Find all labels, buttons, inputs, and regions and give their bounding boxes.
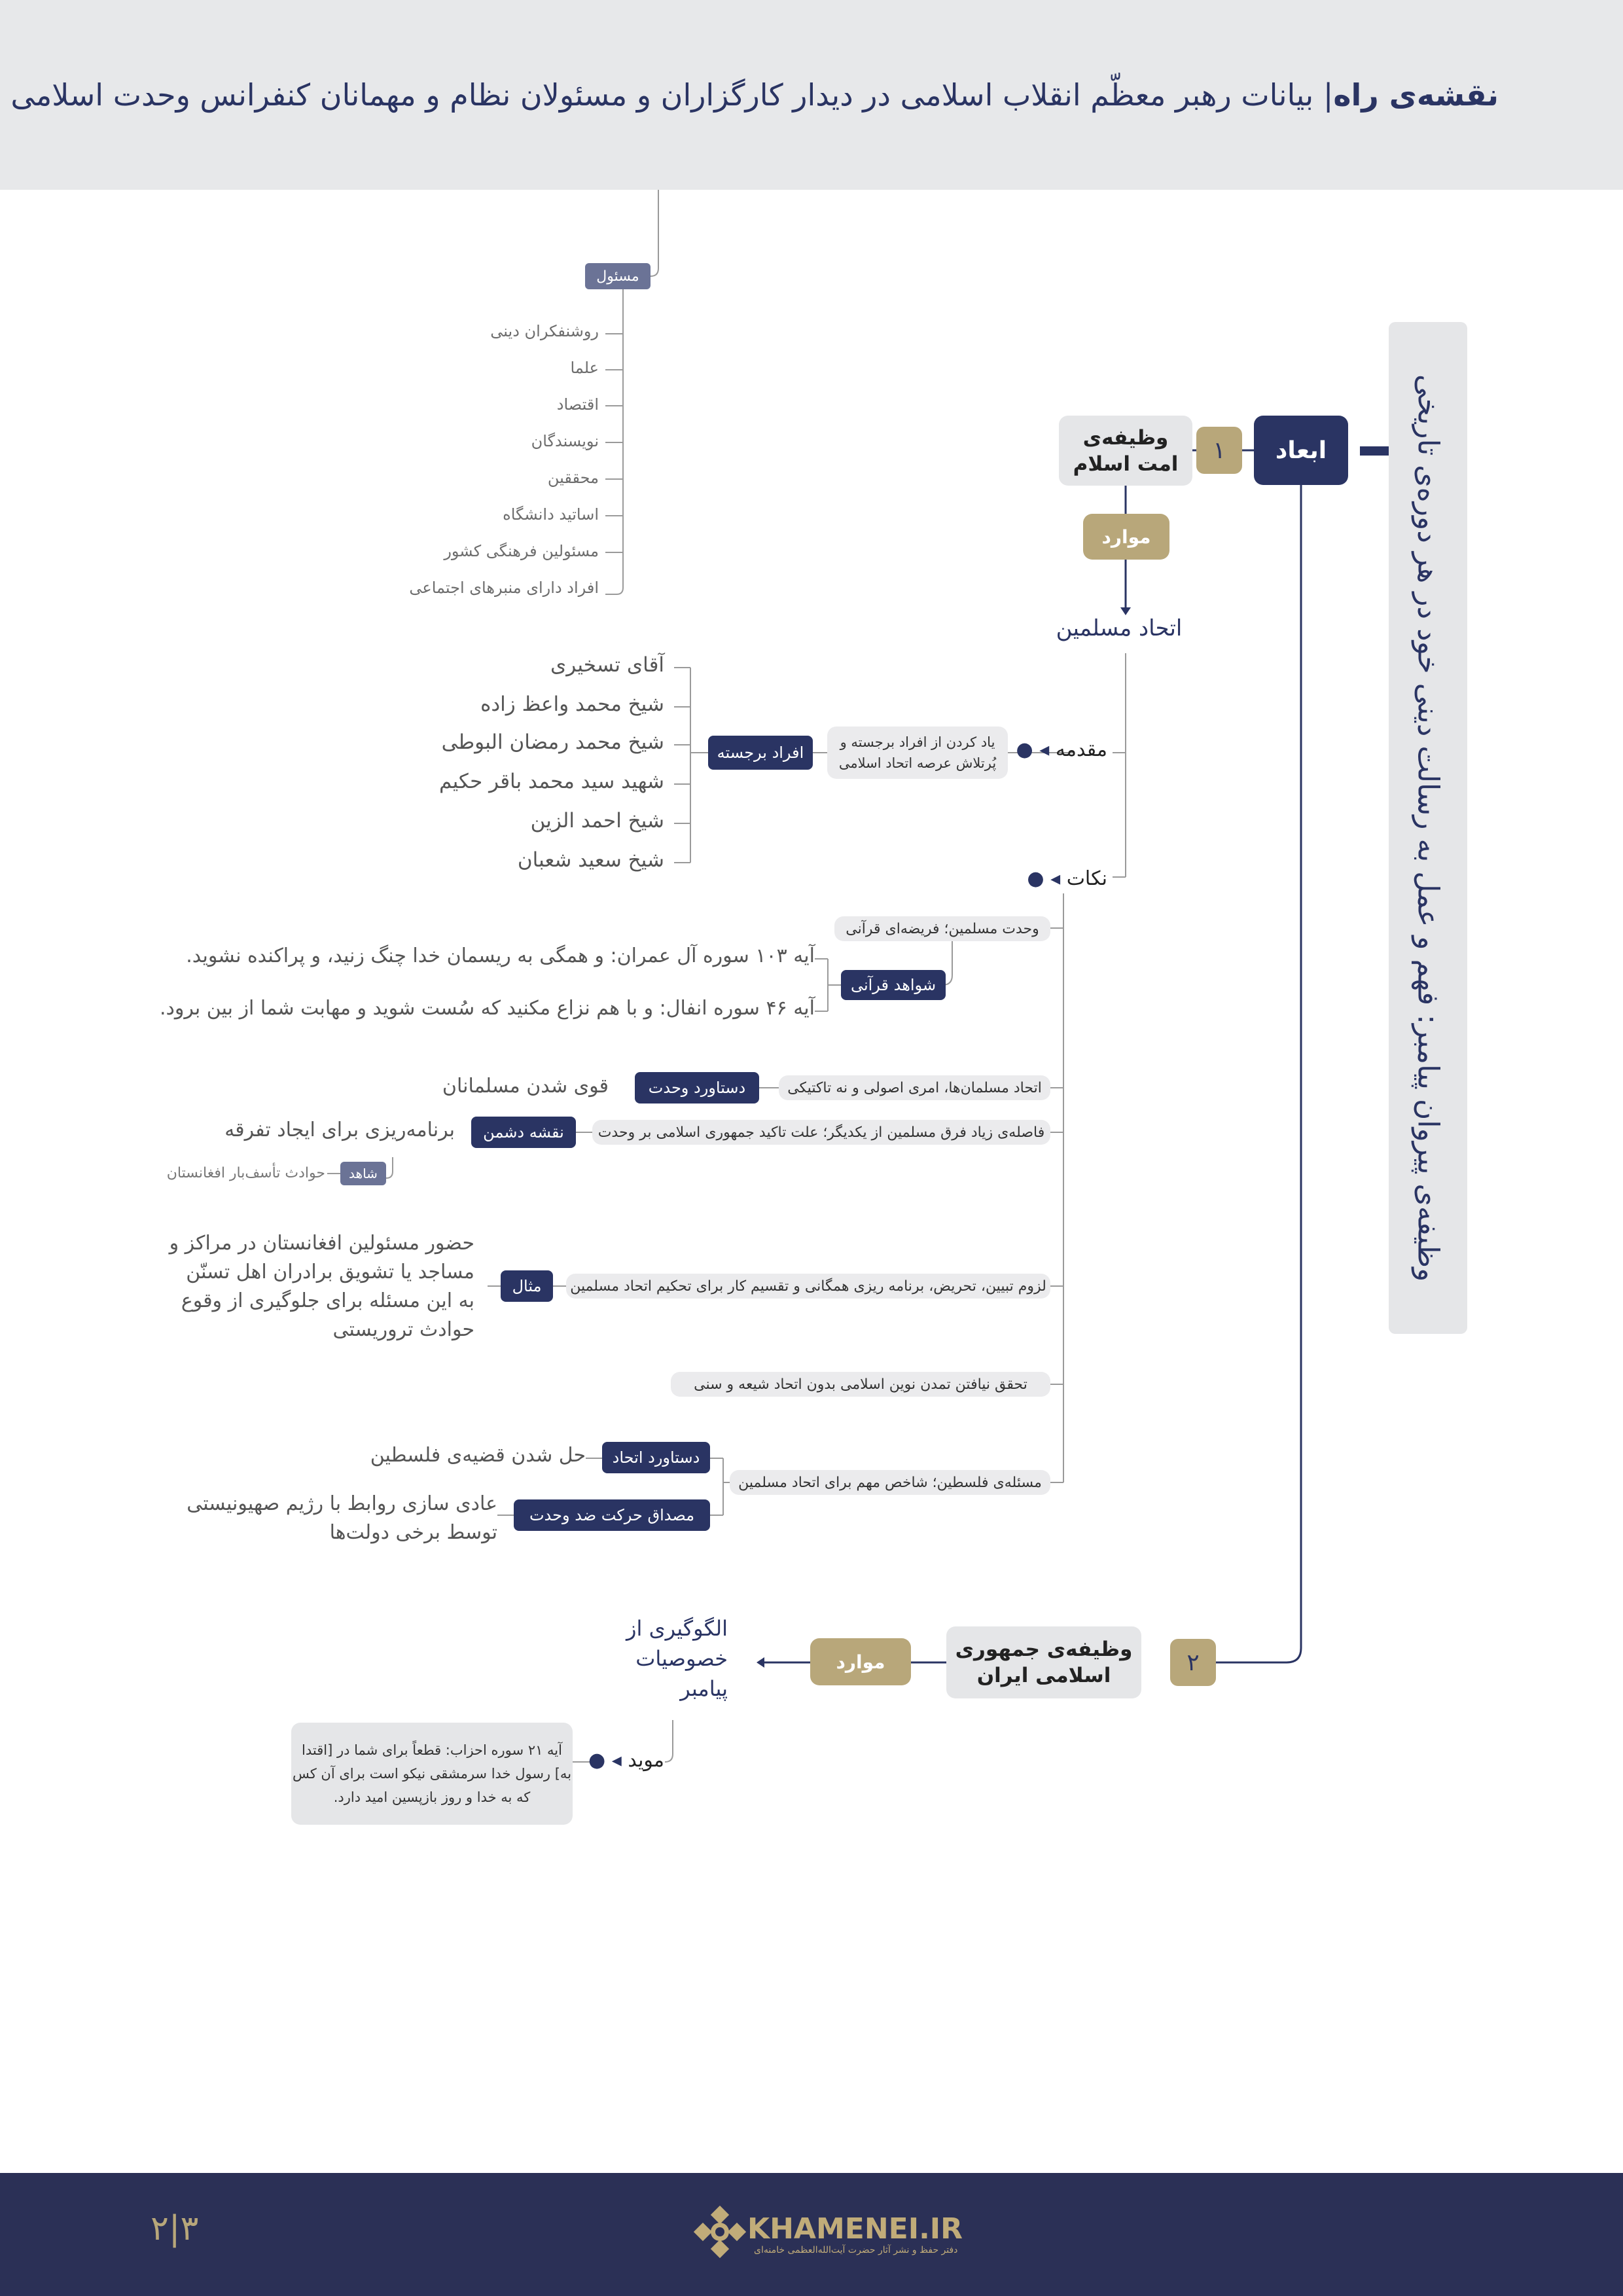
person-name: شیخ محمد واعظ زاده	[480, 692, 664, 716]
point-quran-pill: وحدت مسلمین؛ فریضه‌ای قرآنی	[834, 916, 1050, 941]
support-label: موید ◂ ●	[588, 1749, 664, 1772]
point-gap-pill: فاصله‌ی زیاد فرق مسلمین از یکدیگر؛ علت تاکید جمهوری اسلامی بر وحدت	[592, 1120, 1050, 1145]
responsible-tag: مسئول	[585, 263, 651, 289]
duty2-number: ۲	[1170, 1639, 1216, 1686]
person-name: شیخ سعید شعبان	[517, 848, 664, 872]
side-connector	[1360, 446, 1389, 456]
root-node: ابعاد	[1254, 416, 1348, 485]
brand-title: نقشه‌ی راه	[1333, 77, 1499, 113]
responsible-item: روشنفکران دینی	[490, 322, 599, 340]
person-name: شیخ احمد الزین	[530, 809, 664, 833]
notable-people-tag: افراد برجسته	[708, 736, 813, 770]
unity-achievement-tag: دستاورد وحدت	[635, 1072, 759, 1103]
point-principle-pill: اتحاد مسلمان‌ها، امری اصولی و نه تاکتیکی	[779, 1075, 1050, 1100]
unity-label: اتحاد مسلمین	[1056, 615, 1183, 641]
point-necessity-pill: لزوم تبیین، تحریض، برنامه ریزی همگانی و تقسیم کار برای تحکیم اتحاد مسلمین	[566, 1274, 1050, 1299]
logo-emblem-icon	[694, 2206, 746, 2258]
responsible-item: اساتید دانشگاه	[503, 505, 599, 524]
side-title: وظیفه‌ی پیروان پیامبر: فهم و عمل به رسالت دینی خود در هر دوره‌ی تاریخی	[1411, 374, 1445, 1282]
verse-box: آیه ۲۱ سوره احزاب: قطعاً برای شما در [اقتدا به] رسول خدا سرمشقی نیکو است برای آن کس که به خدا و روز بازپسین امید دارد.	[291, 1723, 573, 1825]
responsible-item: اقتصاد	[556, 395, 599, 414]
intro-label: مقدمه ◂ ●	[1016, 738, 1107, 761]
duty1-cases: موارد	[1083, 514, 1169, 560]
responsible-item: افراد دارای منبرهای اجتماعی	[409, 579, 599, 597]
afghanistan-events-text: حوادث تأسف‌بار افغانستان	[166, 1165, 325, 1181]
anti-unity-instance-tag: مصداق حرکت ضد وحدت	[514, 1499, 710, 1531]
unity-result-tag: دستاورد اتحاد	[602, 1442, 710, 1473]
verse-text: آیه ۴۶ سوره انفال: و با هم نزاع مکنید که سُست شوید و مهابت شما از بین برود.	[159, 997, 815, 1020]
verse-text: آیه ۱۰۳ سوره آل عمران: و همگی به ریسمان خدا چنگ زنید، و پراکنده نشوید.	[186, 944, 815, 967]
point-palestine-pill: مسئله‌ی فلسطین؛ شاخص مهم برای اتحاد مسلمین	[730, 1470, 1050, 1495]
logo-text: KHAMENEI.IR	[747, 2212, 963, 2246]
strong-muslims-text: قوی شدن مسلمانان	[442, 1075, 609, 1098]
duty1-label-line2: امت اسلام	[1073, 452, 1179, 476]
duty1-number: ۱	[1196, 427, 1242, 474]
enemy-plan-tag: نقشه دشمن	[471, 1117, 576, 1148]
duty1-label-line1: وظیفه‌ی	[1082, 425, 1169, 450]
site-logo[interactable]	[694, 2206, 963, 2261]
responsible-item: مسئولین فرهنگی کشور	[444, 542, 599, 560]
logo-subtitle: دفتر حفظ و نشر آثار حضرت آیت‌الله‌العظمی خامنه‌ای	[754, 2245, 958, 2255]
duty1-node	[1059, 416, 1192, 486]
title-text: | بیانات رهبر معظّم انقلاب اسلامی در دیدار کارگزاران و مسئولان نظام و مهمانان کنفرانس وحدت اسلامی	[10, 77, 1334, 113]
example-tag: مثال	[501, 1270, 553, 1302]
divide-plan-text: برنامه‌ریزی برای ایجاد تفرقه	[224, 1119, 455, 1141]
responsible-item: محققین	[547, 469, 599, 487]
intro-pill: یاد کردن از افراد برجسته و پُرتلاش عرصه اتحاد اسلامی	[827, 726, 1008, 779]
normalization-text: عادی سازی روابط با رژیم صهیونیستی توسط برخی دولت‌ها	[187, 1492, 497, 1544]
responsible-item: علما	[570, 359, 599, 377]
duty2-node: وظیفه‌ی جمهوری اسلامی ایران	[946, 1626, 1141, 1698]
example-text: حضور مسئولین افغانستان در مراکز و مساجد یا تشویق برادران اهل تسنّن به این مسئله برای جلوگیری از وقوع حوادث تروریستی	[169, 1232, 474, 1341]
person-name: شیخ محمد رمضان البوطی	[441, 730, 664, 754]
prophet-model-text: الگوگیری از خصوصیات پیامبر	[626, 1616, 728, 1701]
person-name: آقای تسخیری	[550, 653, 664, 677]
palestine-solution-text: حل شدن قضیه‌ی فلسطین	[370, 1444, 586, 1467]
page-number: ۲|۳	[151, 2209, 199, 2248]
quran-evidence-tag: شواهد قرآنی	[841, 970, 946, 1000]
duty2-cases: موارد	[810, 1638, 911, 1685]
point-civilization-pill: تحقق نیافتن تمدن نوین اسلامی بدون اتحاد شیعه و سنی	[671, 1372, 1050, 1397]
person-name: شهید سید محمد باقر حکیم	[439, 770, 664, 793]
points-label: نکات ◂ ●	[1027, 867, 1107, 890]
responsible-item: نویسندگان	[531, 432, 599, 450]
witness-tag: شاهد	[340, 1162, 386, 1185]
